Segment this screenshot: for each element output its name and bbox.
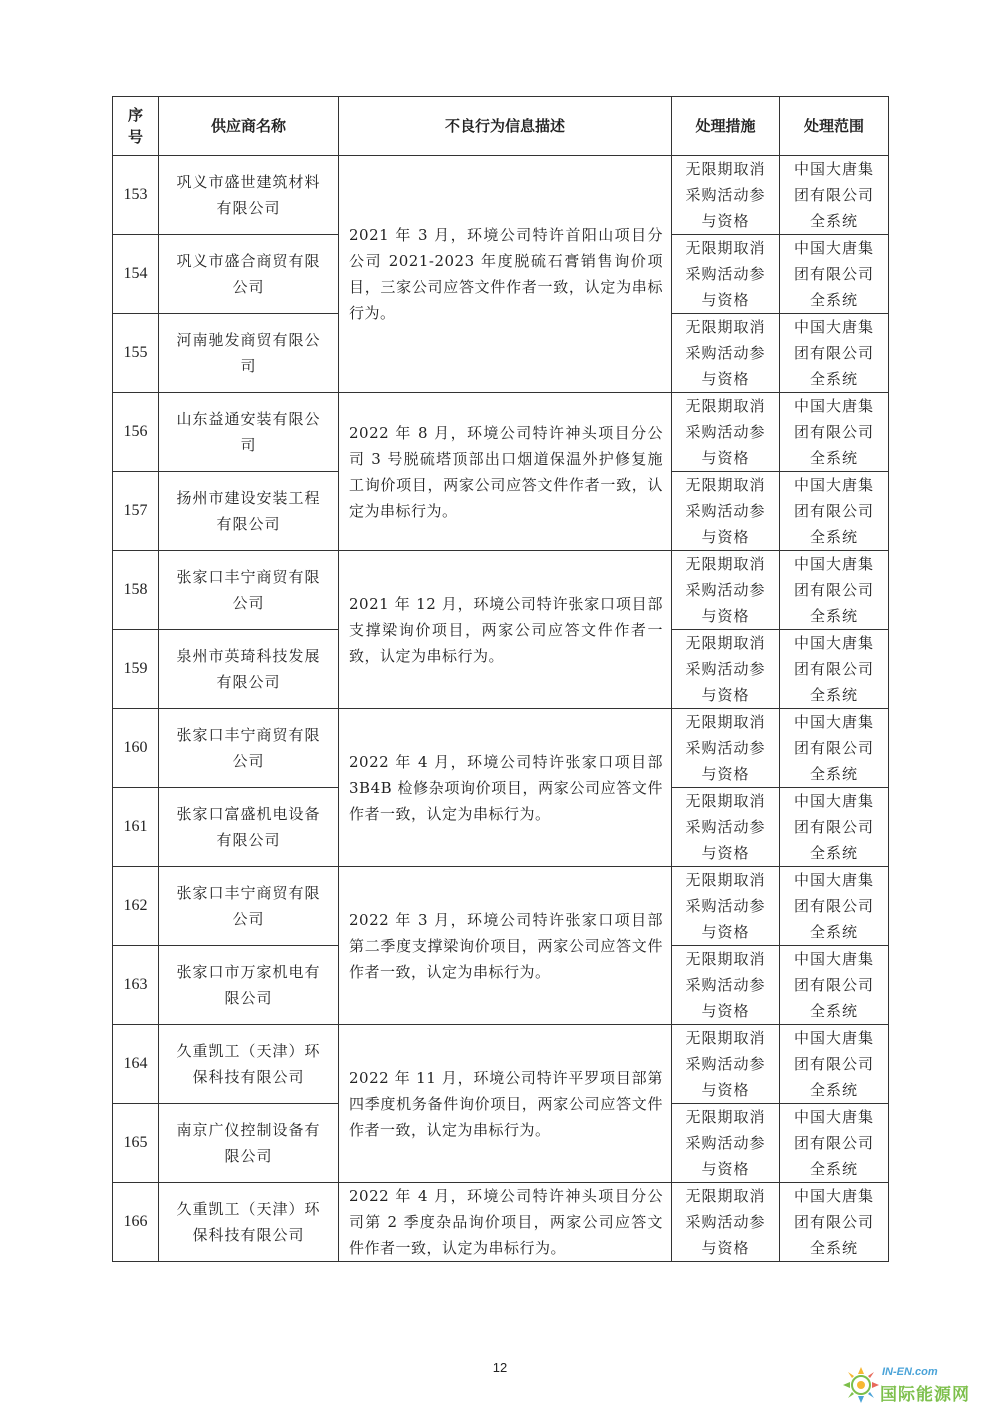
handling-scope: 中国大唐集团有限公司全系统 xyxy=(780,472,889,551)
handling-measure: 无限期取消采购活动参与资格 xyxy=(672,393,780,472)
row-number: 161 xyxy=(113,788,159,867)
handling-scope: 中国大唐集团有限公司全系统 xyxy=(780,156,889,235)
row-number: 153 xyxy=(113,156,159,235)
supplier-name: 张家口市万家机电有限公司 xyxy=(159,946,339,1025)
supplier-name: 久重凯工（天津）环保科技有限公司 xyxy=(159,1183,339,1262)
table-row xyxy=(113,709,889,788)
handling-measure: 无限期取消采购活动参与资格 xyxy=(672,314,780,393)
handling-scope: 中国大唐集团有限公司全系统 xyxy=(780,1104,889,1183)
handling-scope: 中国大唐集团有限公司全系统 xyxy=(780,946,889,1025)
row-number: 162 xyxy=(113,867,159,946)
supplier-name: 张家口丰宁商贸有限公司 xyxy=(159,867,339,946)
header-no: 序 号 xyxy=(113,97,159,156)
handling-measure: 无限期取消采购活动参与资格 xyxy=(672,867,780,946)
row-number: 155 xyxy=(113,314,159,393)
row-number: 166 xyxy=(113,1183,159,1262)
behavior-description: 2022 年 3 月，环境公司特许张家口项目部第二季度支撑梁询价项目，两家公司应答文件作者一致，认定为串标行为。 xyxy=(339,867,672,1025)
handling-scope: 中国大唐集团有限公司全系统 xyxy=(780,393,889,472)
handling-measure: 无限期取消采购活动参与资格 xyxy=(672,630,780,709)
handling-scope: 中国大唐集团有限公司全系统 xyxy=(780,1025,889,1104)
supplier-name: 泉州市英琦科技发展有限公司 xyxy=(159,630,339,709)
handling-measure: 无限期取消采购活动参与资格 xyxy=(672,472,780,551)
site-watermark xyxy=(840,1362,990,1408)
table-row xyxy=(113,393,889,472)
handling-scope: 中国大唐集团有限公司全系统 xyxy=(780,709,889,788)
supplier-name: 山东益通安装有限公司 xyxy=(159,393,339,472)
handling-measure: 无限期取消采购活动参与资格 xyxy=(672,788,780,867)
behavior-description: 2021 年 3 月，环境公司特许首阳山项目分公司 2021-2023 年度脱硫石膏销售询价项目，三家公司应答文件作者一致，认定为串标行为。 xyxy=(339,156,672,393)
behavior-description: 2022 年 11 月，环境公司特许平罗项目部第四季度机务备件询价项目，两家公司应答文件作者一致，认定为串标行为。 xyxy=(339,1025,672,1183)
bad-behavior-table xyxy=(112,96,889,1262)
supplier-name: 巩义市盛合商贸有限公司 xyxy=(159,235,339,314)
supplier-name: 南京广仪控制设备有限公司 xyxy=(159,1104,339,1183)
handling-scope: 中国大唐集团有限公司全系统 xyxy=(780,867,889,946)
handling-measure: 无限期取消采购活动参与资格 xyxy=(672,551,780,630)
handling-measure: 无限期取消采购活动参与资格 xyxy=(672,709,780,788)
behavior-description: 2022 年 4 月，环境公司特许张家口项目部 3B4B 检修杂项询价项目，两家公司应答文件作者一致，认定为串标行为。 xyxy=(339,709,672,867)
handling-measure: 无限期取消采购活动参与资格 xyxy=(672,235,780,314)
table-row xyxy=(113,156,889,235)
table-header-row xyxy=(113,97,889,156)
header-description: 不良行为信息描述 xyxy=(339,97,672,156)
handling-scope: 中国大唐集团有限公司全系统 xyxy=(780,630,889,709)
handling-scope: 中国大唐集团有限公司全系统 xyxy=(780,314,889,393)
supplier-name: 巩义市盛世建筑材料有限公司 xyxy=(159,156,339,235)
handling-scope: 中国大唐集团有限公司全系统 xyxy=(780,788,889,867)
row-number: 159 xyxy=(113,630,159,709)
row-number: 157 xyxy=(113,472,159,551)
table-row xyxy=(113,1183,889,1262)
row-number: 165 xyxy=(113,1104,159,1183)
supplier-name: 张家口丰宁商贸有限公司 xyxy=(159,709,339,788)
behavior-description: 2022 年 8 月，环境公司特许神头项目分公司 3 号脱硫塔顶部出口烟道保温外护修复施工询价项目，两家公司应答文件作者一致，认定为串标行为。 xyxy=(339,393,672,551)
behavior-description: 2022 年 4 月，环境公司特许神头项目分公司第 2 季度杂品询价项目，两家公司应答文件作者一致，认定为串标行为。 xyxy=(339,1183,672,1262)
behavior-description: 2021 年 12 月，环境公司特许张家口项目部支撑梁询价项目，两家公司应答文件作者一致，认定为串标行为。 xyxy=(339,551,672,709)
sun-flower-logo-icon xyxy=(840,1364,882,1406)
supplier-name: 张家口丰宁商贸有限公司 xyxy=(159,551,339,630)
handling-scope: 中国大唐集团有限公司全系统 xyxy=(780,235,889,314)
row-number: 160 xyxy=(113,709,159,788)
header-supplier: 供应商名称 xyxy=(159,97,339,156)
page-number: 12 xyxy=(492,1360,508,1375)
supplier-name: 河南驰发商贸有限公司 xyxy=(159,314,339,393)
handling-measure: 无限期取消采购活动参与资格 xyxy=(672,156,780,235)
supplier-name: 扬州市建设安装工程有限公司 xyxy=(159,472,339,551)
watermark-small-text: IN-EN.com xyxy=(882,1366,938,1378)
handling-measure: 无限期取消采购活动参与资格 xyxy=(672,1104,780,1183)
handling-measure: 无限期取消采购活动参与资格 xyxy=(672,1183,780,1262)
supplier-name: 久重凯工（天津）环保科技有限公司 xyxy=(159,1025,339,1104)
row-number: 158 xyxy=(113,551,159,630)
header-measure: 处理措施 xyxy=(672,97,780,156)
table-row xyxy=(113,551,889,630)
row-number: 154 xyxy=(113,235,159,314)
supplier-name: 张家口富盛机电设备有限公司 xyxy=(159,788,339,867)
row-number: 164 xyxy=(113,1025,159,1104)
table-row xyxy=(113,867,889,946)
table-row xyxy=(113,1025,889,1104)
handling-scope: 中国大唐集团有限公司全系统 xyxy=(780,551,889,630)
handling-measure: 无限期取消采购活动参与资格 xyxy=(672,946,780,1025)
row-number: 156 xyxy=(113,393,159,472)
header-scope: 处理范围 xyxy=(780,97,889,156)
row-number: 163 xyxy=(113,946,159,1025)
handling-scope: 中国大唐集团有限公司全系统 xyxy=(780,1183,889,1262)
handling-measure: 无限期取消采购活动参与资格 xyxy=(672,1025,780,1104)
watermark-site-name: 国际能源网 xyxy=(880,1385,970,1405)
